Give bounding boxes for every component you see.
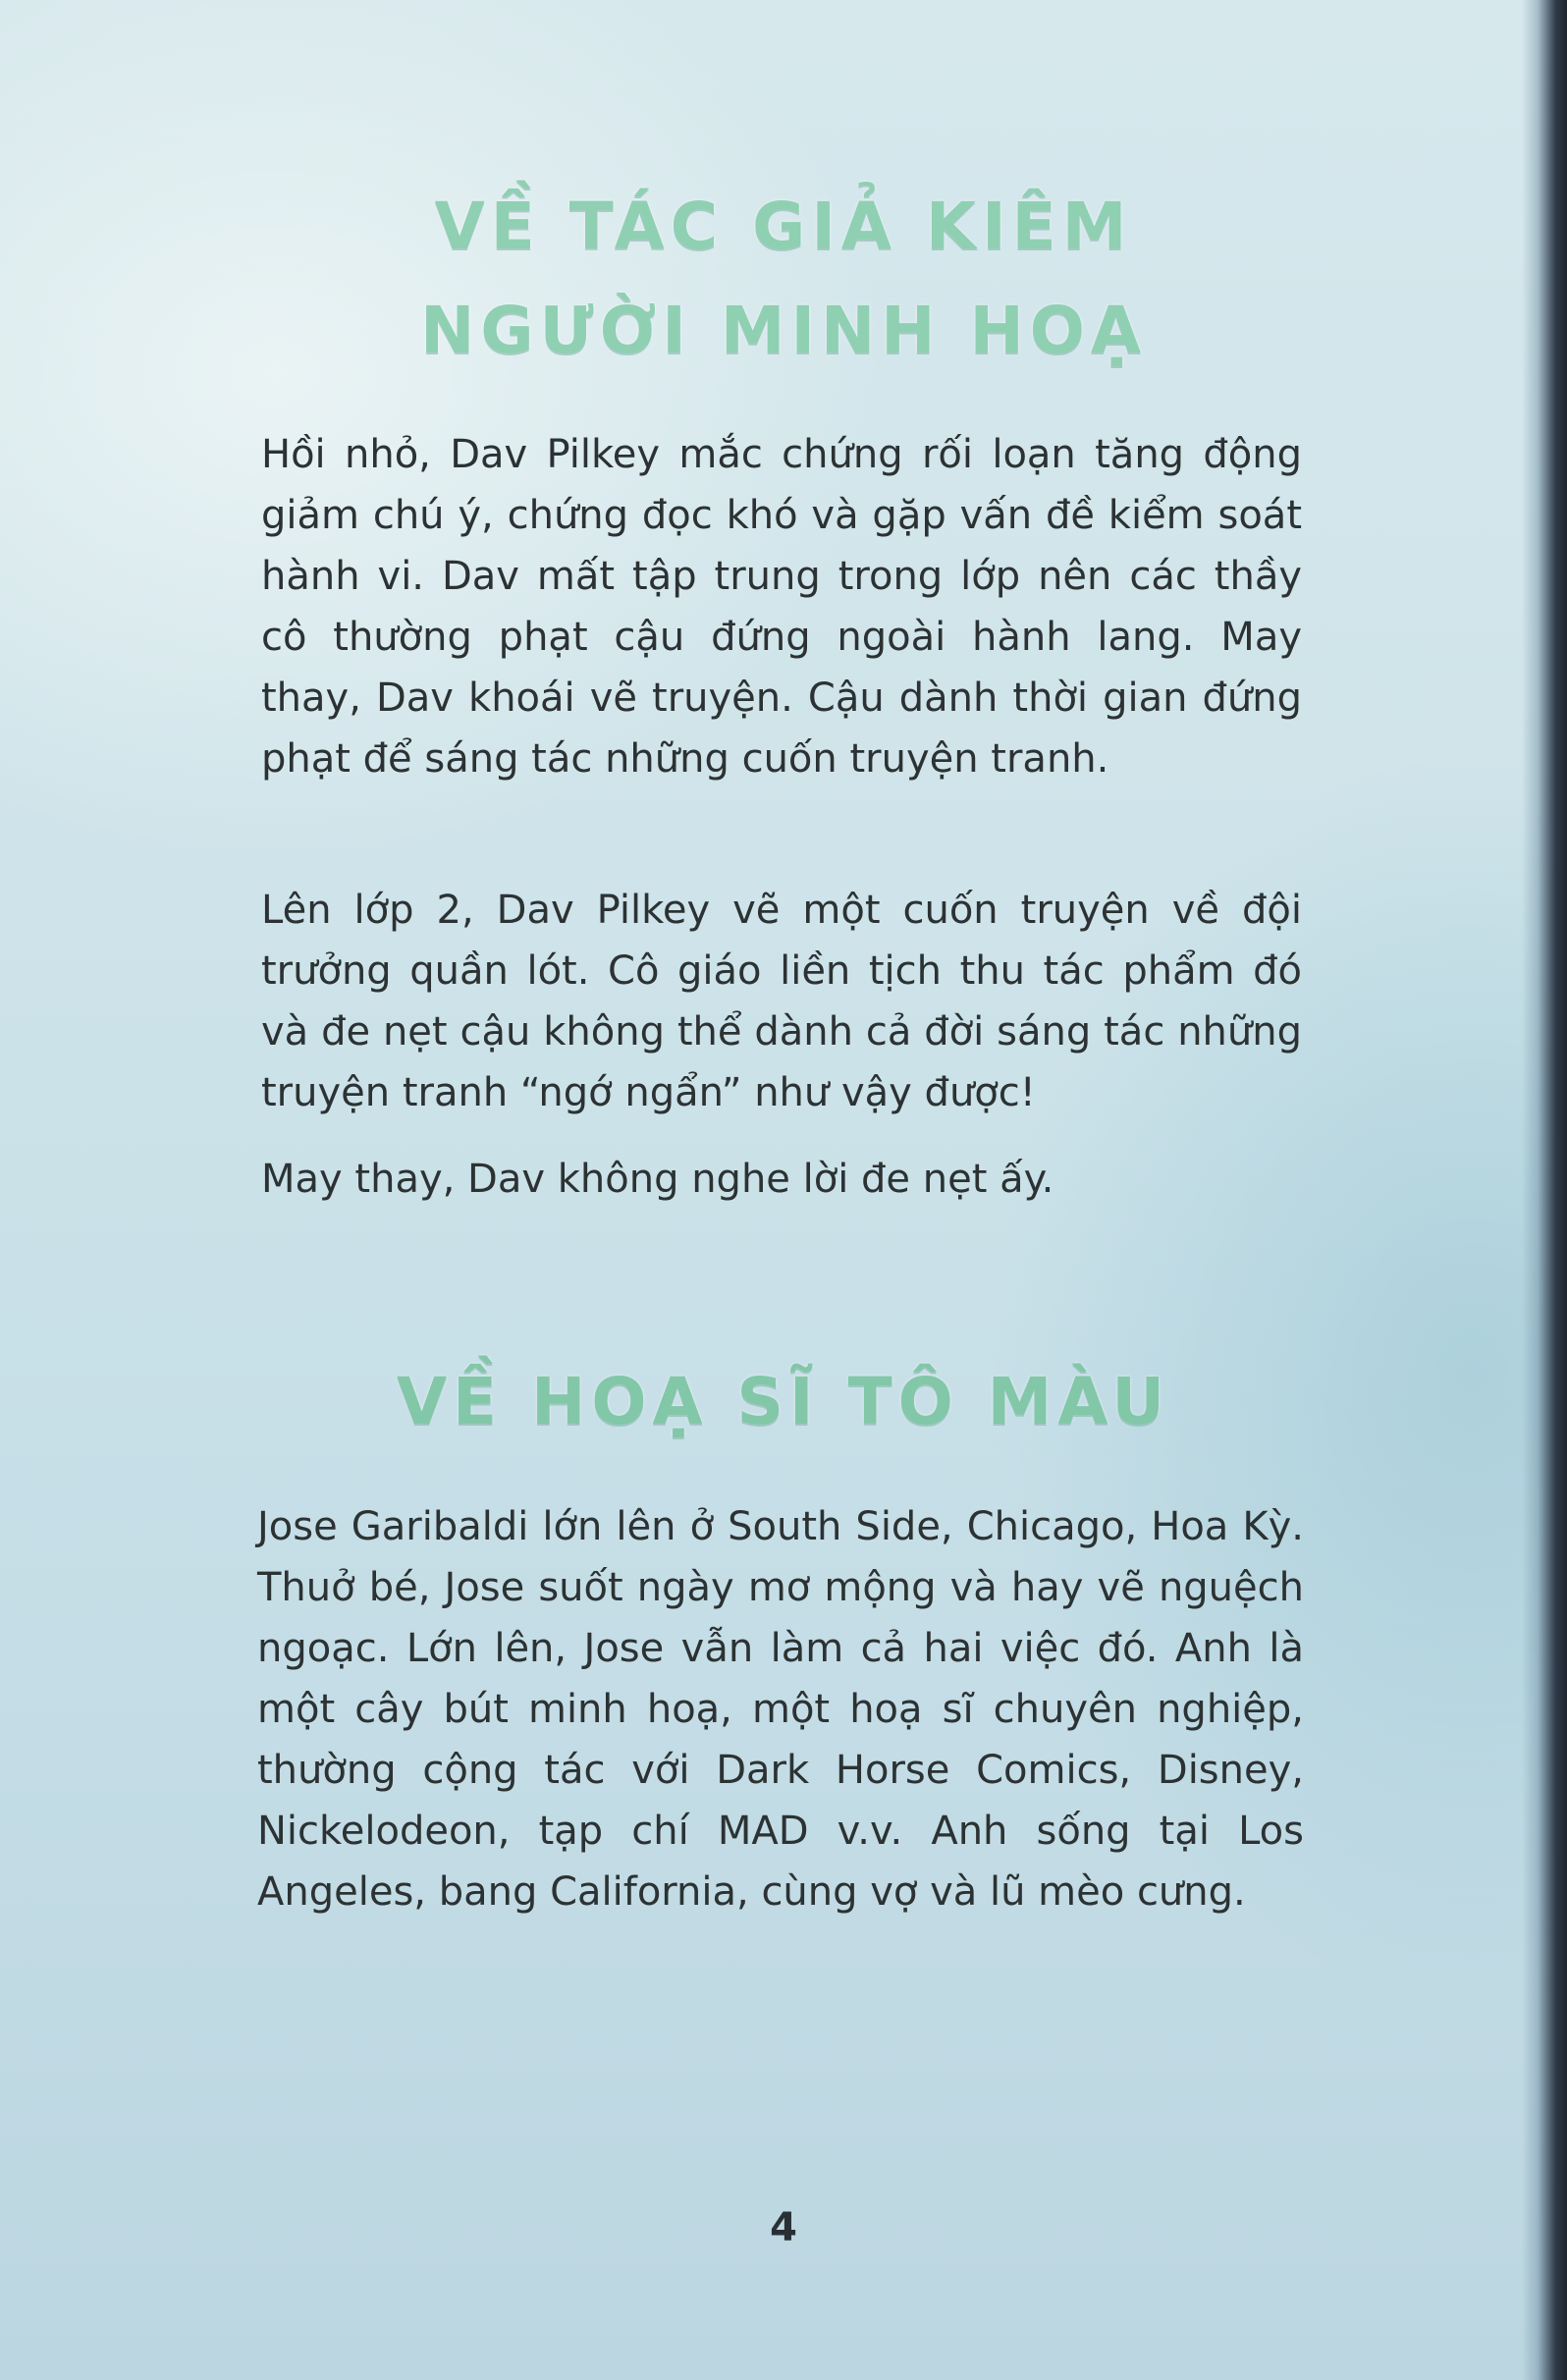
author-paragraph-1: Hồi nhỏ, Dav Pilkey mắc chứng rối loạn tăng động giảm chú ý, chứng đọc khó và gặp vấn đề kiểm soát hành vi. Dav mất tập trung trong lớp nên các thầy cô thường phạt cậu đứng ngoài hành lang. May thay, Dav khoái vẽ truyện. Cậu dành thời gian đứng phạt để sáng tác những cuốn truyện tranh. — [261, 432, 1302, 782]
author-paragraph-2: Lên lớp 2, Dav Pilkey vẽ một cuốn truyện về đội trưởng quần lót. Cô giáo liền tịch thu tác phẩm đó và đe nẹt cậu không thể dành cả đời sáng tác những truyện tranh “ngớ ngẩn” như vậy được! — [261, 888, 1302, 1115]
colorist-section-title: VỀ HOẠ SĨ TÔ MÀU — [396, 1364, 1171, 1439]
page-number: 4 — [770, 2205, 797, 2250]
colorist-paragraph: Jose Garibaldi lớn lên ở South Side, Chicago, Hoa Kỳ. Thuở bé, Jose suốt ngày mơ mộng và hay vẽ nguệch ngoạc. Lớn lên, Jose vẫn làm cả hai việc đó. Anh là một cây bút minh hoạ, một hoạ sĩ chuyên nghiệp, thường cộng tác với Dark Horse Comics, Disney, Nickelodeon, tạp chí MAD v.v. Anh sống tại Los Angeles, bang California, cùng vợ và lũ mèo cưng. — [257, 1504, 1304, 1915]
author-title-line-2: NGƯỜI MINH HOẠ — [420, 293, 1147, 368]
author-paragraph-3: May thay, Dav không nghe lời đe nẹt ấy. — [261, 1157, 1054, 1202]
author-section-title — [0, 175, 1567, 383]
author-title-line-1: VỀ TÁC GIẢ KIÊM — [434, 189, 1133, 264]
